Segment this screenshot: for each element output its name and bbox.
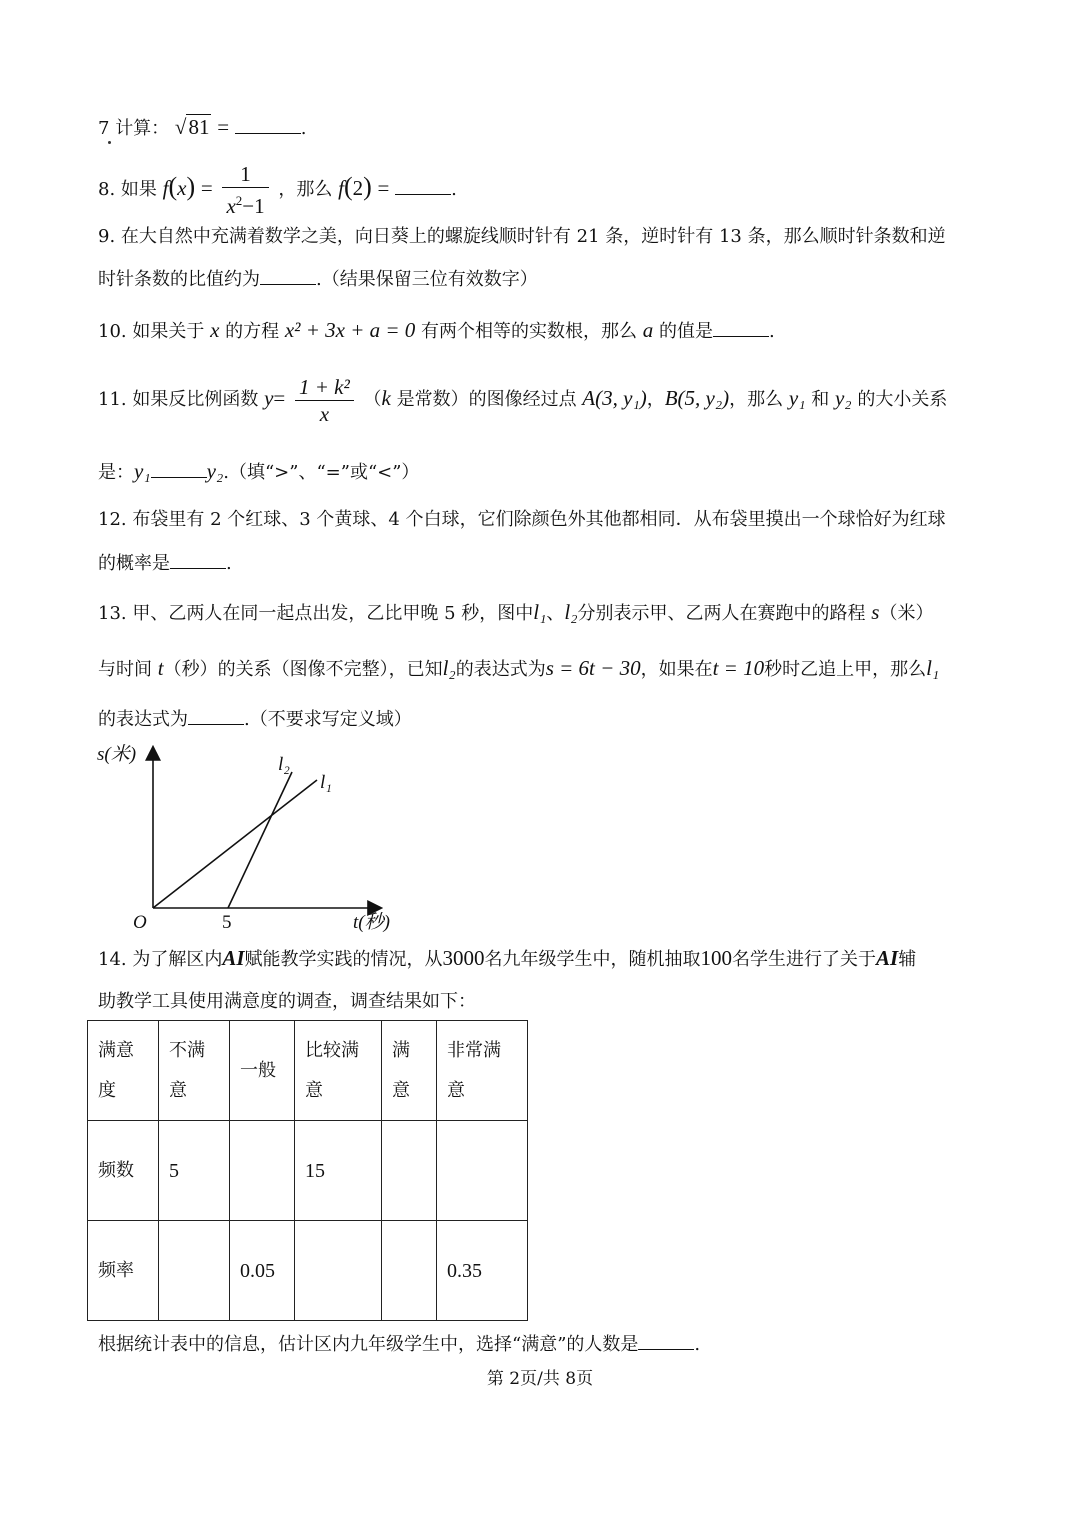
question-12-line-1: 12. 布袋里有 2 个红球、3 个黄球、4 个白球，它们除颜色外其他都相同．从布袋里摸出一个球恰好为红球 <box>98 509 946 530</box>
point-b: B(5, y₂) <box>664 386 730 410</box>
table-cell: 15 <box>295 1121 382 1221</box>
tick-label-5: 5 <box>222 912 232 933</box>
answer-blank[interactable] <box>235 115 301 134</box>
question-10: 10. 如果关于 x 的方程 x² + 3x + a = 0 有两个相等的实数根，那么 a 的值是 . <box>98 318 775 342</box>
l2-label: l₂ <box>278 754 290 775</box>
fraction-numerator: 1 + k² <box>295 374 354 401</box>
function-arg: x <box>177 176 187 200</box>
answer-blank[interactable] <box>188 706 244 725</box>
fraction <box>295 374 354 427</box>
table-header-cell: 比较满 意 <box>295 1021 382 1121</box>
y-axis-label: s(米) <box>97 744 137 765</box>
question-number: 7 <box>98 118 110 139</box>
answer-blank[interactable] <box>170 550 226 569</box>
question-11-line-2: 是：y₁ y₂.（填“>”、“=”或“<”） <box>98 459 420 483</box>
x-axis-label: t(秒) <box>353 912 390 933</box>
fraction-denominator: x <box>319 401 330 426</box>
table-row <box>88 1121 528 1221</box>
question-prefix: 8. 如果 <box>98 179 157 200</box>
function-name-2: f <box>338 176 344 200</box>
distance-time-graph <box>95 738 425 938</box>
table-cell <box>437 1121 528 1221</box>
origin-label: O <box>133 912 147 933</box>
table-cell <box>230 1121 295 1221</box>
question-7 <box>98 114 307 142</box>
table-header-cell: 一般 <box>230 1021 295 1121</box>
answer-blank[interactable] <box>638 1331 694 1350</box>
equation: x² + 3x + a = 0 <box>284 318 416 342</box>
question-14-after: 根据统计表中的信息，估计区内九年级学生中，选择“满意”的人数是 . <box>98 1331 700 1358</box>
answer-blank[interactable] <box>260 266 316 285</box>
table-row-label: 频数 <box>88 1121 159 1221</box>
answer-blank[interactable] <box>395 176 451 195</box>
table-header-cell: 满意 度 <box>88 1021 159 1121</box>
question-11-line-1: 11. 如果反比例函数 y= $\frac{\text{1 + k²}}{x}$ （k 是常数）的图像经过点 A(3, y₁)，B(5, y₂)，那么 y₁ 和 y₂ 的大小关系 <box>98 374 948 426</box>
question-9-line-1: 9. 在大自然中充满着数学之美，向日葵上的螺旋线顺时针有 21 条，逆时针有 13 条，那么顺时针条数和逆 <box>98 226 946 247</box>
question-12-line-2: 的概率是 . <box>98 550 232 577</box>
fraction <box>222 161 268 219</box>
ai-term: AI <box>222 946 245 970</box>
sqrt-radicand: 81 <box>188 115 210 139</box>
function-name: f <box>162 176 169 200</box>
table-cell <box>295 1221 382 1321</box>
page-footer: 第 2页/共 8页 <box>486 1369 594 1389</box>
equals-sign: = <box>200 176 213 200</box>
question-9-line-2: 时针条数的比值约为 .（结果保留三位有效数字） <box>98 266 538 293</box>
line-l1 <box>153 780 317 908</box>
l1-label: l₁ <box>320 772 332 793</box>
question-13-line-1: 13. 甲、乙两人在同一起点出发，乙比甲晚 5 秒，图中l₁、l₂分别表示甲、乙两人在赛跑中的路程 s（米） <box>98 600 934 624</box>
stray-dot <box>108 141 111 144</box>
table-cell <box>382 1221 437 1321</box>
expression: s = 6t − 30 <box>545 656 641 680</box>
question-13-line-2: 与时间 t（秒）的关系（图像不完整），已知l₂的表达式为s = 6t − 30，如果在t = 10秒时乙追上甲，那么l₁ <box>98 656 940 680</box>
equals-sign: = <box>217 115 230 139</box>
table-cell <box>159 1221 230 1321</box>
table-header-row <box>88 1021 528 1121</box>
sqrt-expression: √81 <box>174 115 210 139</box>
question-14-line-1: 14. 为了解区内AI赋能教学实践的情况，从3000名九年级学生中，随机抽取100名学生进行了关于AI辅 <box>98 946 917 970</box>
table-row-label: 频率 <box>88 1221 159 1321</box>
fraction-denominator: $x^2-1$ <box>226 193 265 218</box>
table-cell: 0.05 <box>230 1221 295 1321</box>
table-cell: 0.35 <box>437 1221 528 1321</box>
table-header-cell: 不满 意 <box>159 1021 230 1121</box>
table-cell <box>382 1121 437 1221</box>
middle-text: ，那么 <box>278 179 333 200</box>
point-a: A(3, y₁) <box>582 386 647 410</box>
table-cell: 5 <box>159 1121 230 1221</box>
question-13-line-3: 的表达式为 .（不要求写定义域） <box>98 706 412 733</box>
question-label: 计算： <box>115 118 170 139</box>
answer-blank[interactable] <box>151 459 207 478</box>
ai-term-2: AI <box>876 946 899 970</box>
table-header-cell: 满 意 <box>382 1021 437 1121</box>
question-8: 8. 如果 f(x) = $\frac{1}{x^2-1}$ ，那么 f(2) = . <box>98 162 457 218</box>
function-arg-2: 2 <box>352 176 364 200</box>
line-l2 <box>228 772 292 908</box>
answer-blank[interactable] <box>713 318 769 337</box>
question-14-line-2: 助教学工具使用满意度的调查，调查结果如下： <box>98 991 476 1012</box>
period: . <box>300 118 307 139</box>
table-header-cell: 非常满 意 <box>437 1021 528 1121</box>
table-row <box>88 1221 528 1321</box>
satisfaction-table <box>87 1020 528 1321</box>
fraction-numerator: 1 <box>222 161 268 188</box>
